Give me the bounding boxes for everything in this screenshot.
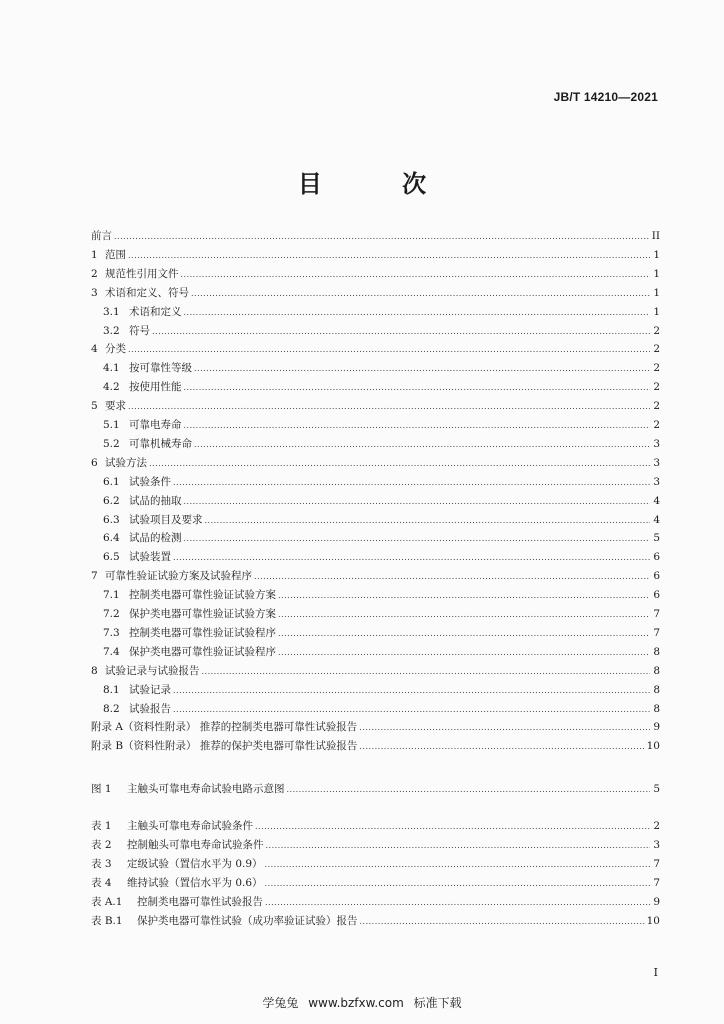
toc-entry [91,531,660,546]
toc-entry [91,229,660,244]
toc-entry-title: 试验报告 [129,702,171,715]
toc-entry-page: II [651,230,660,242]
toc-entry [91,342,660,357]
toc-entry-page: 2 [653,381,660,394]
toc-entry-page: 8 [653,645,660,658]
toc-entry-title: 试验方法 [105,456,147,469]
toc-entry-title: 试验记录与试验报告 [105,664,200,677]
toc-entry-page: 3 [653,437,660,450]
toc-entry-title: 保护类电器可靠性试验（成功率验证试验）报告 [137,915,358,927]
toc-entry-label [103,418,182,432]
toc-entry-number: 7.2 [103,608,120,620]
dot-leader [184,419,651,433]
toc-entry [91,399,660,414]
toc-entry-title: 保护类电器可靠性验证试验程序 [129,645,276,658]
toc-entry-page: 7 [653,626,660,639]
toc-entry-label [103,361,192,375]
toc-entry [91,702,660,717]
toc-entry-title: 要求 [105,400,126,413]
toc-entry [91,248,660,263]
dot-leader [184,306,651,320]
toc-entry-number: 5 [91,400,98,413]
toc-entry-title: 控制类电器可靠性验证试验程序 [129,626,276,639]
toc-entry [91,895,660,910]
toc-entry-label [103,380,182,394]
toc-entry-label [103,513,203,527]
toc-entry-page: 2 [653,343,660,356]
toc-entry-page: 8 [653,683,660,696]
toc-entry [91,305,660,320]
toc-entry-page: 1 [653,267,660,280]
dot-leader [359,721,650,735]
toc-entry-title: 按使用性能 [129,381,182,394]
toc-entry-page: 4 [653,513,660,526]
toc-entry-page: 3 [653,456,660,469]
toc-entry-number: 7.3 [103,626,120,639]
toc-entry [91,380,660,395]
toc-entry [91,876,660,891]
toc-entry-number: 3.1 [103,305,120,318]
toc-entry [91,914,660,929]
toc-entry-page: 7 [653,608,660,620]
dot-leader [359,740,644,754]
toc-entry-title: 术语和定义、符号 [105,286,189,299]
toc-entry-number: 6.1 [103,475,120,488]
toc-entry-page: 2 [653,324,660,337]
toc-entry-number: 3.2 [103,324,120,337]
standard-code: JB/T 14210—2021 [553,90,658,104]
dot-leader [360,915,645,929]
toc-entry-title: 维持试验（置信水平为 0.6） [127,877,263,889]
toc-entry-number: 6.2 [103,494,120,507]
toc-entry-label [103,588,276,602]
toc-entry [91,475,660,490]
toc-entry-title: 保护类电器可靠性验证试验方案 [129,608,276,620]
dot-leader [202,665,651,679]
toc-entry-title: 前言 [91,230,112,242]
toc-entry-number: 表 A.1 [91,896,123,908]
toc-entry [91,720,660,735]
dot-leader [194,362,650,376]
toc-entry [91,626,660,641]
toc-entry-title: 控制触头可靠电寿命试验条件 [127,839,264,851]
toc-entry-page: 1 [653,248,660,261]
toc-entry-title: 符号 [129,324,150,337]
toc-entry-title: 试验项目及要求 [129,513,203,526]
toc-entry-label [91,782,285,796]
toc-entry-number: 7.1 [103,589,120,602]
toc-entry-page: 5 [653,783,660,795]
toc-entry-label [103,645,276,659]
dot-leader [265,896,650,910]
toc-entry-number: 6.5 [103,551,120,564]
toc-entry [91,456,660,471]
toc-entry-label [103,626,276,640]
toc-entry-number: 8.2 [103,702,120,715]
toc-entry-number: 5.2 [103,437,120,450]
toc-entry-number: 8 [91,664,98,677]
toc-entry-label [91,664,200,678]
toc-entry-label [103,437,192,451]
toc-entry-number: 8.1 [103,683,120,696]
toc-entry-label [103,607,276,621]
toc-entry-page: 3 [653,475,660,488]
toc-entry-number: 6.3 [103,513,120,526]
toc-entry-label [103,550,171,564]
footer-watermark: 学兔兔 www.bzfxw.com 标准下载 [262,996,462,1010]
dot-leader [149,457,650,471]
dot-leader [152,325,650,339]
dot-leader [287,783,651,797]
toc-entry-title: 附录 A（资料性附录） 推荐的控制类电器可靠性试验报告 [91,721,358,734]
toc-entry-number: 表 B.1 [91,915,123,927]
toc-entry-page: 4 [653,494,660,507]
toc-entry-number: 表 2 [91,839,112,851]
toc-entry [91,782,660,797]
dot-leader [181,268,651,282]
page-title: 目 次 [297,170,463,198]
toc-entry-number: 1 [91,248,98,261]
dot-leader [128,343,650,357]
toc-entry-title: 范围 [105,248,126,261]
toc-entry-page: 2 [653,820,660,832]
page-number: I [653,966,658,979]
toc-entry-number: 7.4 [103,645,120,658]
toc-entry-label [91,895,263,909]
toc-entry [91,857,660,872]
dot-leader [114,230,650,244]
toc-entry-number: 4 [91,343,98,356]
toc-entry-number: 6.4 [103,532,120,545]
toc-entry-title: 主触头可靠电寿命试验电路示意图 [127,783,285,795]
toc-entry-label [91,739,357,753]
toc-entry [91,607,660,622]
toc-entry-number: 4.1 [103,362,120,375]
dot-leader [278,646,650,660]
dot-leader [184,532,651,546]
dot-leader [205,514,651,528]
dot-leader [254,570,650,584]
toc-entry-title: 附录 B（资料性附录） 推荐的保护类电器可靠性试验报告 [91,740,358,753]
toc-entry [91,418,660,433]
toc-entry-label [91,456,147,470]
dot-leader [173,476,650,490]
toc-entry-number: 3 [91,286,98,299]
toc-entry-label [91,286,189,300]
toc-entry-label [91,399,126,413]
toc-entry [91,494,660,509]
toc-entry-number: 表 4 [91,877,112,889]
toc-entry-label [91,914,358,928]
toc-entry-page: 6 [653,570,660,583]
toc-entry-label [91,720,357,734]
toc-entry-page: 7 [653,858,660,870]
toc-entry-page: 10 [646,915,660,927]
toc-entry-title: 规范性引用文件 [105,267,179,280]
toc-entry-number: 5.1 [103,419,120,431]
toc-entry-label [103,305,182,319]
toc-entry-title: 可靠电寿命 [129,419,182,431]
toc-entry-label [91,819,253,833]
toc-entry-page: 6 [653,551,660,564]
toc-entry-label [103,324,150,338]
dot-leader [278,627,650,641]
toc-entry-page: 2 [653,362,660,375]
toc-entry-label [91,267,179,281]
toc-entry-number: 4.2 [103,381,120,394]
toc-entry [91,550,660,565]
dot-leader [194,438,650,452]
toc-entry-number: 表 3 [91,858,112,870]
toc-entry-page: 8 [653,664,660,677]
toc-entry [91,324,660,339]
toc-entry-page: 9 [653,896,660,908]
toc-entry [91,838,660,853]
toc-entry [91,588,660,603]
dot-leader [191,287,650,301]
toc-entry-number: 表 1 [91,820,112,832]
toc-entry-title: 可靠性验证试验方案及试验程序 [105,570,252,583]
dot-leader [255,820,650,834]
toc-entry-title: 试验装置 [129,551,171,564]
toc-entry-label [91,342,126,356]
toc-entry [91,739,660,754]
toc-entry-page: 3 [653,839,660,851]
dot-leader [173,703,650,717]
toc-entry-number: 2 [91,267,98,280]
toc-entry [91,361,660,376]
dot-leader [278,589,650,603]
toc-entry-label [103,702,171,716]
toc-entry-title: 按可靠性等级 [129,362,192,375]
dot-leader [278,608,650,622]
toc-entry-label [91,838,264,852]
toc-entry-label [91,569,252,583]
toc-entry [91,645,660,660]
dot-leader [184,381,651,395]
toc-entry-title: 主触头可靠电寿命试验条件 [127,820,253,832]
toc-entry-page: 7 [653,877,660,889]
toc-entry [91,569,660,584]
dot-leader [173,551,650,565]
dot-leader [265,858,650,872]
dot-leader [184,495,651,509]
toc-entry [91,683,660,698]
toc-entry-title: 定级试验（置信水平为 0.9） [127,858,263,870]
toc-entry-title: 分类 [105,343,126,356]
toc-entry [91,513,660,528]
toc-entry [91,664,660,679]
toc-entry-page: 1 [653,286,660,299]
toc-entry-page: 2 [653,419,660,431]
toc-entry-label [103,531,182,545]
toc-entry-page: 1 [653,305,660,318]
toc-entry [91,819,660,834]
dot-leader [173,684,650,698]
toc-entry-page: 10 [646,740,660,753]
dot-leader [265,877,650,891]
toc-entry-title: 试品的检测 [129,532,182,545]
dot-leader [266,839,651,853]
toc-entry-label [103,683,171,697]
toc-entry-title: 控制类电器可靠性验证试验方案 [129,589,276,602]
toc-entry-title: 试验条件 [129,475,171,488]
toc-entry-title: 可靠机械寿命 [129,437,192,450]
toc-entry-label [91,229,112,243]
toc-entry-label [91,248,126,262]
toc-entry-page: 2 [653,400,660,413]
dot-leader [128,400,650,414]
toc-entry-page: 9 [653,721,660,734]
toc-entry-page: 5 [653,532,660,545]
toc-entry-title: 术语和定义 [129,305,182,318]
toc-entry-title: 试品的抽取 [129,494,182,507]
toc-entry-number: 6 [91,456,98,469]
toc-entry-number: 7 [91,570,98,583]
toc-entry [91,437,660,452]
toc-entry-label [91,876,263,890]
toc-entry-page: 8 [653,702,660,715]
toc-entry [91,286,660,301]
dot-leader [128,249,650,263]
toc-entry-title: 试验记录 [129,683,171,696]
toc-entry [91,267,660,282]
toc-entry-number: 图 1 [91,783,112,795]
toc-entry-label [91,857,263,871]
toc-entry-label [103,475,171,489]
toc-entry-label [103,494,182,508]
toc-entry-page: 6 [653,589,660,602]
toc-entry-title: 控制类电器可靠性试验报告 [137,896,263,908]
